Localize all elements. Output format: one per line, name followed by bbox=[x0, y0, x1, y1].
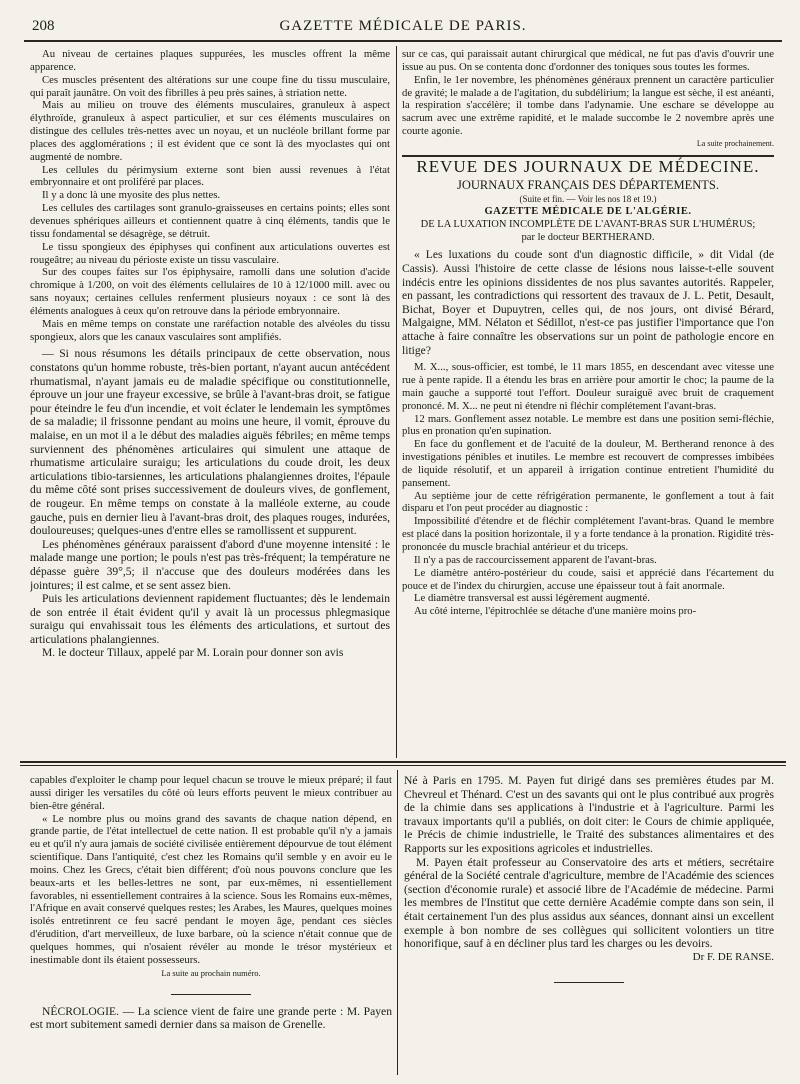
paragraph: — Si nous résumons les détails principaux de cette observation, nous constatons qu'un homme robuste, très-bien portant, n'ayant aucun antécédent rhumatismal, n'ayant jamais eu de maladie spécifique ou constitutionnelle, éprouve un jour une frayeur excessive, se brûle à l'avant-bras droit, se fatigue pour éteindre le feu d'un incendie, et voit éclater le lendemain les symptômes de sa maladie; il frissonne pendant au moins une heure, il vomit, éprouve du malaise, en un mot il a le début des maladies aiguës fébriles; en même temps surviennent des phénomènes articulaires qui simulent une attaque de rhumatisme articulaire suraigu; les articulations du coude droit, les deux articulations tibio-tarsiennes, les articulations phalangiennes droites, l'épaule du même côté sont prises successivement de douleurs vives, de gonflement, de rougeur. En même temps on constate à la malléole externe, au coude gauche, puis en dernier lieu à l'avant-bras droit, des plaques rouges, indurées, douloureuses; quelques-unes d'entre elles se ramollissent et suppurent. bbox=[30, 347, 390, 538]
paragraph: Ces muscles présentent des altérations sur une coupe fine du tissu musculaire, qui paraît jaunâtre. On voit des fibrilles à peu près saines, à striation nette. bbox=[30, 73, 390, 99]
paragraph: Les phénomènes généraux paraissent d'abord d'une moyenne intensité : le malade mange une portion; le pouls n'est pas très-fréquent; la température ne dépasse guère 39°,5; il n'accuse que des douleurs modérées dans les jointures; il est calme, et se sent assez bien. bbox=[30, 537, 390, 592]
bottom-right-column bbox=[404, 774, 774, 1074]
paragraph: Le tissu spongieux des épiphyses qui confinent aux articulations ouvertes est rougeâtre; au niveau du périoste existe un tissu vasculaire. bbox=[30, 240, 390, 266]
suite-note: La suite prochainement. bbox=[696, 138, 774, 148]
paragraph: Le diamètre antéro-postérieur du coude, saisi et apprécié dans l'écartement du pouce et de l'index du chirurgien, accuse une épaisseur tout à fait anormale. bbox=[402, 566, 774, 592]
paragraph: Enfin, le 1er novembre, les phénomènes généraux prennent un caractère particulier de gravité; le malade a de l'agitation, du subdélirium; la langue est sèche, il est anéanti, la respiration s'accélère; il tombe dans l'adynamie. Une eschare se développe au sacrum avec une extrême rapidité, et le malade succombe le 2 novembre après une courte agonie. bbox=[402, 73, 774, 138]
paragraph: M. Payen était professeur au Conservatoire des arts et métiers, secrétaire général de la Société centrale d'agriculture, membre de l'Académie des sciences (section d'économie rurale) et associé libre de l'Académie de médecine. Parmi les membres de l'Institut que cette dernière Académie compte dans son sein, il était certainement l'un des plus assidus aux séances, donnant ainsi un excellent exemple à bon nombre de ses collègues qui sollicitent volontiers un titre honorifique, sauf à en décliner plus tard les charges ou les devoirs. bbox=[404, 855, 774, 951]
section-divider bbox=[20, 761, 786, 763]
separator-rule bbox=[554, 982, 624, 983]
paragraph: M. le docteur Tillaux, appelé par M. Lorain pour donner son avis bbox=[42, 646, 344, 660]
page-header bbox=[24, 14, 782, 38]
paragraph: M. X..., sous-officier, est tombé, le 11 mars 1855, en descendant avec vitesse une rue à pente rapide. Il a étendu les bras en arrière pour amortir le choc; la paume de la main gauche a supporté tout l'effort. Douleur suraiguë avec bruit de craquement prononcé. M. X... ne peut ni étendre ni fléchir complétement l'avant-bras. bbox=[402, 361, 774, 412]
paragraph: En face du gonflement et de l'acuité de la douleur, M. Bertherand renonce à des investigations pénibles et inutiles. Le membre est recouvert de compresses imbibées de liquide résolutif, et un appareil à irrigation continue entretient l'humidité du pansement. bbox=[402, 438, 774, 489]
paragraph: Sur des coupes faites sur l'os épiphysaire, ramolli dans une solution d'acide chromique à 1/200, on voit des éléments cellulaires de 10 à 12/1000 mill. avec ou sans noyaux; certaines cellules renferment plusieurs noyaux : ce sont là des éléments analogues à ceux qu'on retrouve dans la période embryonnaire. bbox=[30, 266, 390, 317]
article-author: par le docteur BERTHERAND. bbox=[521, 232, 655, 244]
paragraph: Les cellules des cartilages sont granulo-graisseuses en certains points; elles sont devenues sphériques ailleurs et contiennent quatre à cinq éléments, tandis que le tissu fondamental se désagrège, se détruit. bbox=[30, 202, 390, 240]
page-number: 208 bbox=[32, 18, 55, 34]
paragraph: Il y a donc là une myosite des plus nettes. bbox=[42, 189, 221, 202]
journal-name: GAZETTE MÉDICALE DE L'ALGÉRIE. bbox=[484, 205, 692, 217]
paragraph: Mais en même temps on constate une raréfaction notable des alvéoles du tissu spongieux, alors que les canaux vasculaires sont amplifiés. bbox=[30, 317, 390, 343]
paragraph: 12 mars. Gonflement assez notable. Le membre est dans une position semi-fléchie, plus en pronation qu'en supination. bbox=[402, 412, 774, 438]
section-title: REVUE DES JOURNAUX DE MÉDECINE. bbox=[416, 156, 760, 176]
paragraph: « Les luxations du coude sont d'un diagnostic difficile, » dit Vidal (de Cassis). Aussi l'histoire de cette classe de lésions nous laisse-t-elle souvent indécis entre les opinions dissidentes de nos plus savantes autorités. Rappeler, en passant, les contradictions qui ressortent des travaux de J. L. Petit, Desault, Bichat, Boyer et Dupuytren, celles qui, de nos jours, ont divisé Bérard, Malgaigne, MM. Nélaton et Sédillot, n'est-ce pas justifier l'importance que l'on attache à faire connaître les observations sur un point de pathologie encore en litige? bbox=[402, 248, 774, 357]
paragraph: Mais au milieu on trouve des éléments musculaires, granuleux à aspect élythroïde, granuleux à aspect particulier, et sur ces éléments musculaires on distingue des cellules très-nettes avec un noyau, et un nucléole brillant forme par places des agglomérations ; il est évident que ce sont là des myoclastes qui ont augmenté de nombre. bbox=[30, 99, 390, 163]
section-note: (Suite et fin. — Voir les nos 18 et 19.) bbox=[519, 193, 657, 204]
paragraph: Impossibilité d'étendre et de fléchir complétement l'avant-bras. Quand le membre est placé dans la position horizontale, il y a forte tendance à la pronation. Rigidité très-prononcée du muscle brachial antérieur et du triceps. bbox=[402, 515, 774, 553]
column-divider bbox=[397, 770, 398, 1075]
paragraph: Puis les articulations deviennent rapidement fluctuantes; dès le lendemain de son entrée il était évident qu'il y avait là un processus phlegmasique suraigu qui envahissait tous les éléments des articulations, et surtout des articulations phalangiennes. bbox=[30, 592, 390, 646]
paragraph: Les cellules du périmysium externe sont bien aussi revenues à l'état embryonnaire et ont proliféré par places. bbox=[30, 163, 390, 189]
left-column bbox=[30, 48, 390, 758]
section-rule bbox=[402, 155, 774, 157]
right-column bbox=[402, 48, 774, 758]
article-title: DE LA LUXATION INCOMPLÈTE DE L'AVANT-BRAS SUR L'HUMÉRUS; bbox=[420, 219, 756, 231]
section-divider bbox=[20, 765, 786, 766]
signature: Dr F. DE RANSE. bbox=[692, 950, 774, 963]
paragraph: Le diamètre transversal est aussi légèrement augmenté. bbox=[414, 592, 650, 605]
paragraph: « Le nombre plus ou moins grand des savants de chaque nation dépend, en grande partie, de l'état intellectuel de cette nation. Il est probable qu'il n'y a jamais eu et qu'il n'y aura jamais de société civilisée entièrement dépourvue de tout élément scientifique. Dans l'antiquité, c'est chez les Romains qu'il semble y en avoir eu le moins. Chez les Grecs, c'était bien différent; d'où nous pouvons conclure que les beaux-arts et les belles-lettres ne sont, par eux-mêmes, ni essentiellement favorables, ni essentiellement contraires à la science. Sous les Romains eux-mêmes, l'Afrique en avait conservé quelques restes; les Arabes, les Maures, quelques moines isolés entretinrent ce feu sacré pendant le moyen âge, pendant ces siècles d'érudition, d'art merveilleux, de luxe barbare, où la science n'était connue que de quelques hommes, qui n'osaient révéler au monde le trésor mystérieux et inestimable dont ils étaient possesseurs. bbox=[30, 812, 392, 966]
paragraph: Né à Paris en 1795. M. Payen fut dirigé dans ses premières études par M. Chevreul et Thénard. C'est un des savants qui ont le plus contribué aux progrès de la chimie dans ses applications à l'industrie et à l'agriculture. Parmi les travaux importants qu'il a publiés, on doit citer: le Cours de chimie appliquée, le Précis de chimie industrielle, le Traité des substances alimentaires et des Rapports sur les expositions agricoles et industrielles. bbox=[404, 774, 774, 855]
suite-note: La suite au prochain numéro. bbox=[161, 967, 261, 978]
paragraph: capables d'exploiter le champ pour lequel chacun se trouve le mieux préparé; il faut aussi diriger les versatiles du côté où leurs efforts peuvent le mieux contribuer au bien-être général. bbox=[30, 774, 392, 812]
separator-rule bbox=[171, 994, 251, 995]
necrology-paragraph: NÉCROLOGIE. — La science vient de faire une grande perte : M. Payen est mort subitement samedi dernier dans sa maison de Grenelle. bbox=[30, 1004, 392, 1032]
column-divider bbox=[396, 46, 397, 758]
paragraph: sur ce cas, qui paraissait autant chirurgical que médical, ne fut pas d'avis d'ouvrir une issue au pus. On se contenta donc d'ordonner des toniques sous toutes les formes. bbox=[402, 48, 774, 73]
section-subtitle: JOURNAUX FRANÇAIS DES DÉPARTEMENTS. bbox=[456, 177, 720, 192]
paragraph: Au niveau de certaines plaques suppurées, les muscles offrent la même apparence. bbox=[30, 48, 390, 73]
paragraph: Au côté interne, l'épitrochlée se détache d'une manière moins pro- bbox=[414, 605, 697, 618]
paragraph: Il n'y a pas de raccourcissement apparent de l'avant-bras. bbox=[414, 553, 657, 566]
header-rule bbox=[24, 40, 782, 42]
bottom-left-column bbox=[30, 774, 392, 1074]
paragraph: Au septième jour de cette réfrigération permanente, le gonflement a tout à fait disparu et l'on peut procéder au diagnostic : bbox=[402, 489, 774, 515]
journal-title: GAZETTE MÉDICALE DE PARIS. bbox=[279, 18, 527, 34]
